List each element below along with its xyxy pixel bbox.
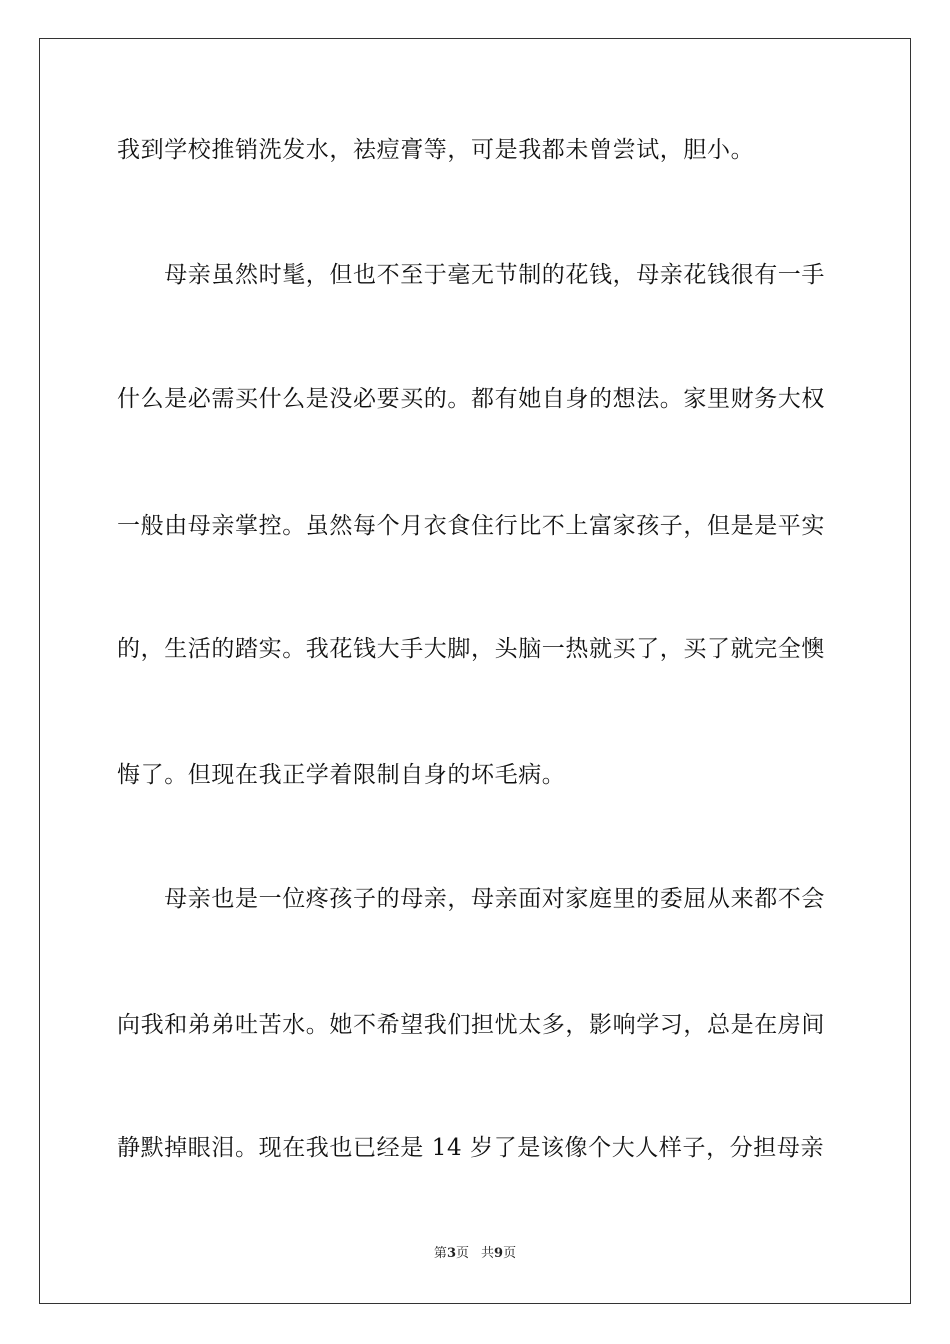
text-line: 我到学校推销洗发水，祛痘膏等，可是我都未曾尝试，胆小。 xyxy=(117,137,755,163)
text-line: 什么是必需买什么是没必要买的。都有她自身的想法。家里财务大权 xyxy=(117,386,825,412)
page-prefix: 第 xyxy=(433,1246,447,1261)
text-line: 一般由母亲掌控。虽然每个月衣食住行比不上富家孩子，但是是平实 xyxy=(117,513,825,539)
page-total: 9 xyxy=(494,1246,504,1261)
text-line: 向我和弟弟吐苦水。她不希望我们担忧太多，影响学习，总是在房间 xyxy=(117,1012,825,1038)
page-current: 3 xyxy=(446,1246,456,1261)
text-line: 悔了。但现在我正学着限制自身的坏毛病。 xyxy=(117,762,566,788)
text-line: 的，生活的踏实。我花钱大手大脚，头脑一热就买了，买了就完全懊 xyxy=(117,636,825,662)
page-suffix: 页 xyxy=(455,1246,469,1261)
text-line: 母亲虽然时髦，但也不至于毫无节制的花钱，母亲花钱很有一手 xyxy=(117,262,825,288)
text-line: 静默掉眼泪。现在我也已经是 14 岁了是该像个大人样子，分担母亲 xyxy=(117,1135,825,1161)
text-line: 母亲也是一位疼孩子的母亲，母亲面对家庭里的委屈从来都不会 xyxy=(117,886,825,912)
page-border xyxy=(39,38,911,1304)
total-suffix: 页 xyxy=(503,1246,517,1261)
total-prefix: 共 xyxy=(481,1246,495,1261)
page-footer xyxy=(0,1246,950,1262)
